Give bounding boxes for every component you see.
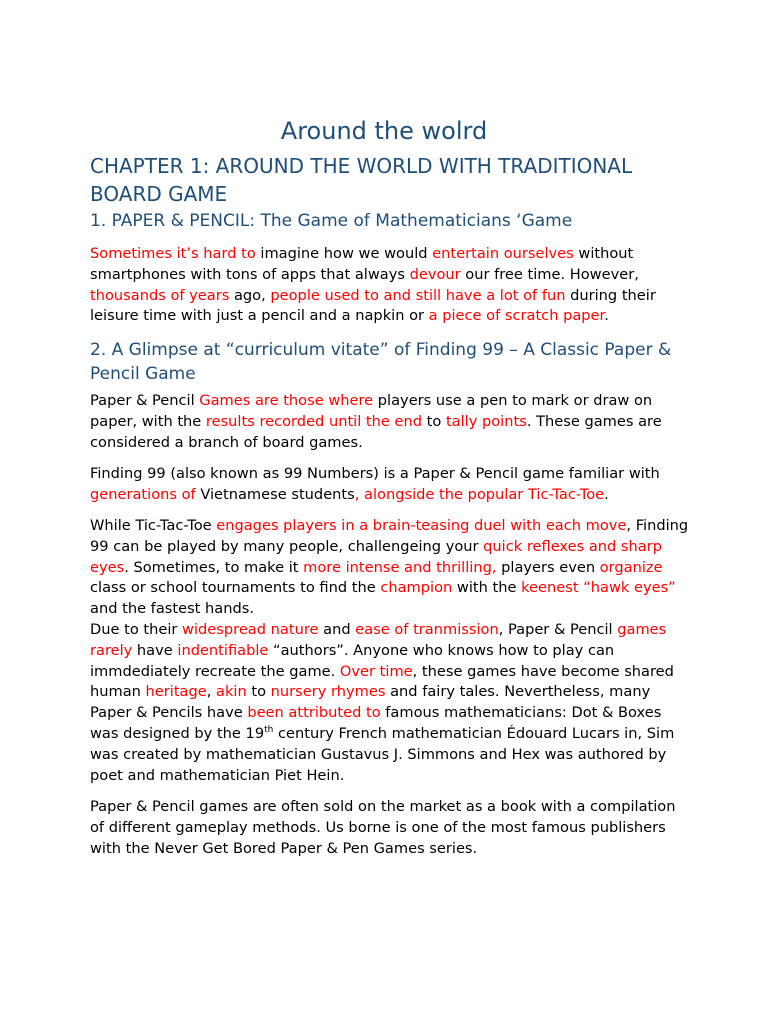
superscript-text: th	[264, 725, 274, 736]
highlighted-text: engages players in a brain-teasing duel with each move	[216, 517, 627, 534]
body-text: imagine how we would	[255, 245, 433, 262]
body-text: Due to their	[90, 621, 183, 638]
paragraph-5	[90, 620, 690, 786]
body-text: famous mathematicians: Dot & Boxes was designed by the 19	[90, 704, 662, 742]
highlighted-text: widespread nature	[182, 621, 319, 638]
highlighted-text: devour	[409, 265, 461, 283]
document-title: Around the wolrd	[280, 117, 488, 145]
body-text: players even	[496, 558, 600, 576]
highlighted-text: champion	[380, 579, 453, 597]
highlighted-text: organize	[599, 558, 663, 576]
highlighted-text: results recorded until the end	[205, 412, 422, 430]
paragraph-3	[90, 464, 690, 506]
chapter-heading: CHAPTER 1: AROUND THE WORLD WITH TRADITIONAL BOARD GAME	[90, 154, 633, 206]
body-text: . Sometimes, to make it	[124, 558, 304, 576]
highlighted-text: heritage	[145, 683, 207, 701]
highlighted-text: nursery rhymes	[270, 683, 386, 701]
section-2-heading: 2. A Glimpse at “curriculum vitate” of Finding 99 – A Classic Paper & Pencil Game	[90, 340, 672, 384]
body-text: , these games have become shared human	[90, 662, 674, 701]
highlighted-text: entertain ourselves	[432, 245, 574, 262]
body-text: Paper & Pencil	[90, 392, 200, 409]
body-text: have	[132, 641, 178, 659]
highlighted-text: indentifiable	[177, 641, 269, 659]
highlighted-text: a piece of scratch paper	[428, 307, 605, 325]
highlighted-text: , alongside the popular Tic-Tac-Toe	[354, 485, 605, 503]
paragraph-6: Paper & Pencil games are often sold on the market as a book with a compilation of different gameplay methods. Us borne is one of the most famous publishers with the Never Get Bored Paper & Pen Games series.	[90, 798, 676, 857]
highlighted-text: games rarely	[90, 621, 667, 659]
body-text: , Paper & Pencil	[498, 621, 618, 638]
body-text: “authors”. Anyone who knows how to play can immdediately recreate the game.	[90, 641, 615, 680]
body-text: . These games are considered a branch of board games.	[90, 412, 662, 451]
highlighted-text: been attributed to	[247, 704, 381, 722]
highlighted-text: tally points	[445, 412, 527, 430]
body-text: to	[422, 412, 446, 430]
body-text: While Tic-Tac-Toe	[90, 517, 217, 534]
highlighted-text: quick reflexes and sharp eyes	[90, 537, 662, 576]
highlighted-text: Over time	[339, 662, 413, 680]
body-text: .	[604, 307, 609, 325]
body-text: and the fastest hands.	[90, 600, 254, 618]
highlighted-text: more intense and thrilling,	[303, 558, 497, 576]
body-text: , Finding 99 can be played by many people, challengeing your	[90, 517, 689, 555]
highlighted-text: people used to and still have a lot of fun	[270, 286, 566, 304]
body-text: and fairy tales. Nevertheless, many Paper & Pencils have	[90, 683, 651, 722]
body-text: ago,	[229, 286, 271, 304]
highlighted-text: Sometimes it’s hard to	[90, 245, 256, 262]
paragraph-2	[90, 391, 690, 453]
paragraph-4	[90, 516, 690, 620]
body-text: without smartphones with tons of apps that always	[90, 245, 634, 283]
section-1-heading: 1. PAPER & PENCIL: The Game of Mathematicians ‘Game	[90, 211, 573, 231]
paragraph-1	[90, 244, 690, 327]
highlighted-text: keenest “hawk eyes”	[521, 579, 676, 597]
highlighted-text: ease of tranmission	[355, 621, 499, 638]
highlighted-text: Games are those where	[199, 392, 374, 409]
highlighted-text: generations of	[90, 485, 196, 503]
body-text: class or school tournaments to find the	[90, 579, 381, 597]
body-text: with the	[452, 579, 522, 597]
body-text: Finding 99 (also known as 99 Numbers) is a Paper & Pencil game familiar with	[90, 465, 660, 482]
highlighted-text: thousands of years	[90, 286, 230, 304]
body-text: century French mathematician Édouard Lucars in, Sim was created by mathematician Gustavus J. Simmons and Hex was authored by poet and mathematician Piet Hein.	[90, 724, 675, 784]
highlighted-text: akin	[216, 683, 247, 701]
body-text: to	[246, 683, 271, 701]
body-text: Vietnamese students	[195, 485, 355, 503]
body-text: our free time. However,	[460, 265, 639, 283]
body-text: players use a pen to mark or draw on paper, with the	[90, 392, 653, 430]
body-text: .	[604, 485, 609, 503]
body-text: and	[318, 621, 356, 638]
body-text: ,	[206, 683, 217, 701]
body-text: during their leisure time with just a pencil and a napkin or	[90, 286, 656, 325]
